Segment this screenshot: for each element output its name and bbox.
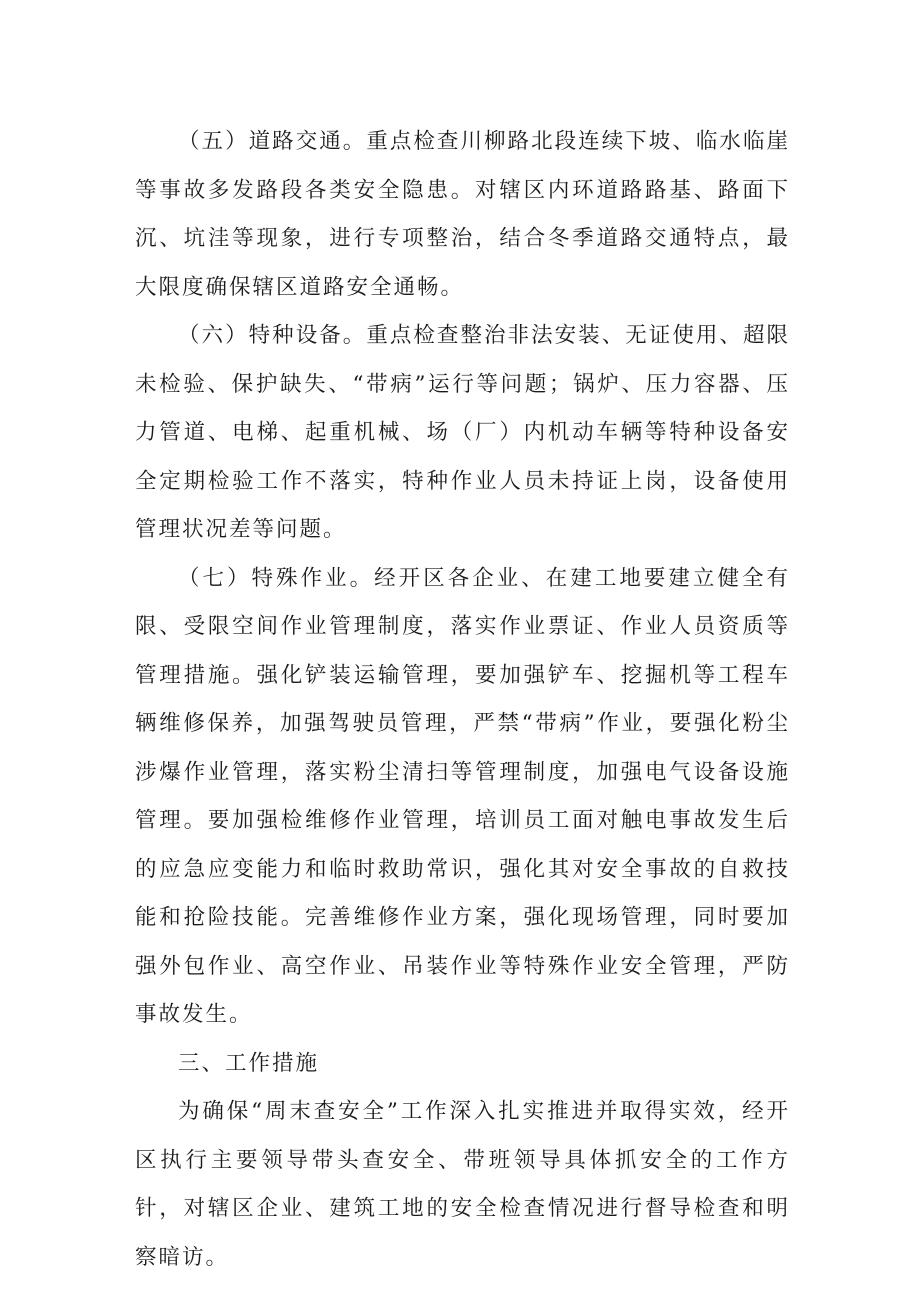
paragraph-special-equipment: （六）特种设备。重点检查整治非法安装、无证使用、超限未检验、保护缺失、“带病”运行等问题；锅炉、压力容器、压力管道、电梯、起重机械、场（厂）内机动车辆等特种设备安全定期检验工作不落实，特种作业人员未持证上岗，设备使用管理状况差等问题。 [135, 323, 790, 542]
document-page [135, 118, 790, 1282]
paragraph-road-traffic: （五）道路交通。重点检查川柳路北段连续下坡、临水临崖等事故多发路段各类安全隐患。对辖区内环道路路基、路面下沉、坑洼等现象，进行专项整治，结合冬季道路交通特点，最大限度确保辖区道路安全通畅。 [135, 129, 790, 300]
paragraph-work-measures: 为确保“周末查安全”工作深入扎实推进并取得实效，经开区执行主要领导带头查安全、带班领导具体抓安全的工作方针，对辖区企业、建筑工地的安全检查情况进行督导检查和明察暗访。 [135, 1099, 790, 1270]
section-heading: 三、工作措施 [178, 1050, 320, 1076]
paragraph-special-operations: （七）特殊作业。经开区各企业、在建工地要建立健全有限、受限空间作业管理制度，落实作业票证、作业人员资质等管理措施。强化铲装运输管理，要加强铲车、挖掘机等工程车辆维修保养，加强驾驶员管理，严禁“带病”作业，要强化粉尘涉爆作业管理，落实粉尘清扫等管理制度，加强电气设备设施管理。要加强检维修作业管理，培训员工面对触电事故发生后的应急应变能力和临时救助常识，强化其对安全事故的自救技能和抢险技能。完善维修作业方案，强化现场管理，同时要加强外包作业、高空作业、吊装作业等特殊作业安全管理，严防事故发生。 [135, 565, 790, 1027]
